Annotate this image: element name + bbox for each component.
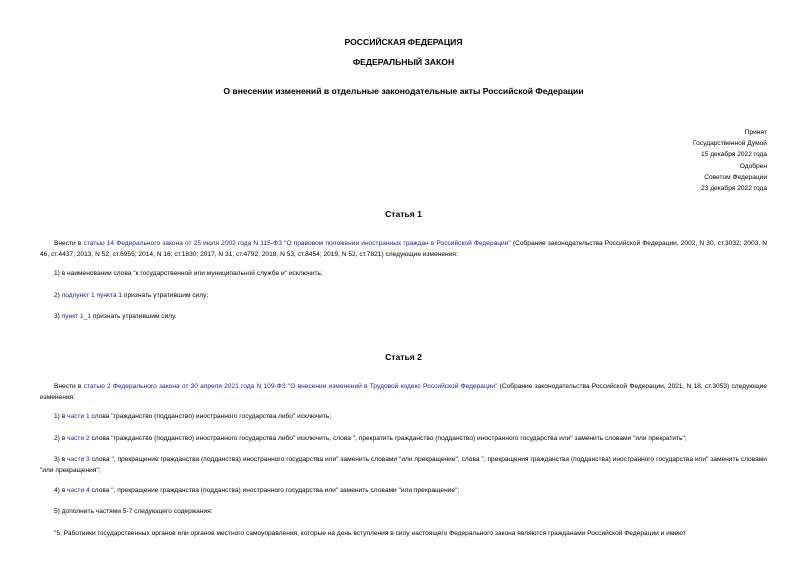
article-1-intro — [40, 238, 767, 261]
part-link[interactable]: части 4 — [67, 487, 90, 494]
article-2-item-5: 5) дополнить частями 5-7 следующего содержания: — [54, 508, 213, 515]
adoption-block — [693, 127, 767, 194]
subparagraph-link[interactable]: подпункт 1 пункта 1 — [61, 292, 123, 299]
law-type-heading: ФЕДЕРАЛЬНЫЙ ЗАКОН — [352, 57, 455, 67]
article-2-item-2 — [40, 433, 767, 444]
item-text: слова "гражданство (подданство) иностранного государства либо" исключить; — [89, 413, 332, 420]
intro-text: Внести в — [54, 240, 84, 247]
law-title: О внесении изменений в отдельные законодательные акты Российской Федерации — [223, 86, 584, 96]
item-text: 2) в — [54, 435, 68, 442]
item-text: 2) — [54, 292, 62, 299]
intro-text: (Собрание законодательства Российской Федерации, 2021, N 18, ст.3053) следующие изменения: — [40, 383, 767, 402]
item-text: слова ", прекращение гражданства (подданства) иностранного государства или" заменить словами "или прекращение"; — [89, 487, 460, 494]
item-text: 3) в — [54, 456, 68, 463]
law-reference-link[interactable]: статью 14 Федерального закона от 25 июля 2002 года N 115-ФЗ "О правовом положении иностранных граждан в Российской Федерации" — [83, 240, 511, 247]
article-2-item-1 — [40, 411, 767, 422]
part-link[interactable]: части 2 — [67, 435, 90, 442]
article-1-item-3 — [40, 311, 767, 322]
part-link[interactable]: части 1 — [67, 413, 90, 420]
article-1-item-1: 1) в наименовании слова "к государственной или муниципальной службе и" исключить; — [54, 270, 323, 277]
intro-text: (Собрание законодательства Российской Федерации, 2002, N 30, ст.3032; 2003, N 46, ст.4437; 2013, N 52, ст.6955; 2014, N 16, ст.1830; 2017, N 31, ст.4792; 2018, N 53, ст.8454; 2019, N 52, ст.7821) следующие изменения: — [40, 240, 768, 259]
paragraph-link[interactable]: пункт 1_1 — [61, 313, 92, 320]
item-text: 3) — [54, 313, 62, 320]
item-text: признать утратившим силу; — [122, 292, 209, 299]
article-2-intro — [40, 381, 767, 404]
country-heading: РОССИЙСКАЯ ФЕДЕРАЦИЯ — [344, 37, 463, 47]
item-text: слова ", прекращение гражданства (подданства) иностранного государства или" заменить словами "или прекращение", слова ", прекращения гражданства (подданства) иностранного государства или" заменить словами "или прекращения"; — [40, 456, 767, 475]
item-text: 4) в — [54, 487, 68, 494]
adoption-line: Государственной Думой — [693, 140, 767, 148]
adoption-line: Принят — [744, 129, 767, 136]
part-link[interactable]: части 3 — [67, 456, 90, 463]
article-1-item-2 — [40, 290, 767, 301]
article-2-item-4 — [40, 485, 767, 496]
article-2-heading: Статья 2 — [385, 352, 422, 362]
adoption-line: 23 декабря 2022 года — [701, 185, 767, 193]
item-text: 1) в — [54, 413, 68, 420]
article-2-item-3 — [40, 454, 767, 477]
law-reference-link[interactable]: статью 2 Федерального закона от 30 апреля 2021 года N 109-ФЗ "О внесении изменений в Трудовой кодекс Российской Федерации" — [83, 383, 498, 390]
adoption-line: Одобрен — [739, 162, 767, 170]
adoption-line: Советом Федерации — [704, 173, 767, 181]
article-1-heading: Статья 1 — [385, 209, 422, 219]
article-2-quote: "5. Работники государственных органов или органов местного самоуправления, которые на день вступления в силу настоящего Федерального закона являются гражданами Российской Федерации и имеют — [54, 530, 686, 537]
item-text: слова "гражданство (подданство) иностранного государства либо" исключить, слова ", прекратить гражданство (подданство) иностранного государства или" заменить словами "или прекратить"; — [89, 435, 687, 442]
adoption-line: 15 декабря 2022 года — [701, 151, 767, 159]
item-text: признать утратившим силу. — [91, 313, 177, 320]
intro-text: Внести в — [54, 383, 84, 390]
